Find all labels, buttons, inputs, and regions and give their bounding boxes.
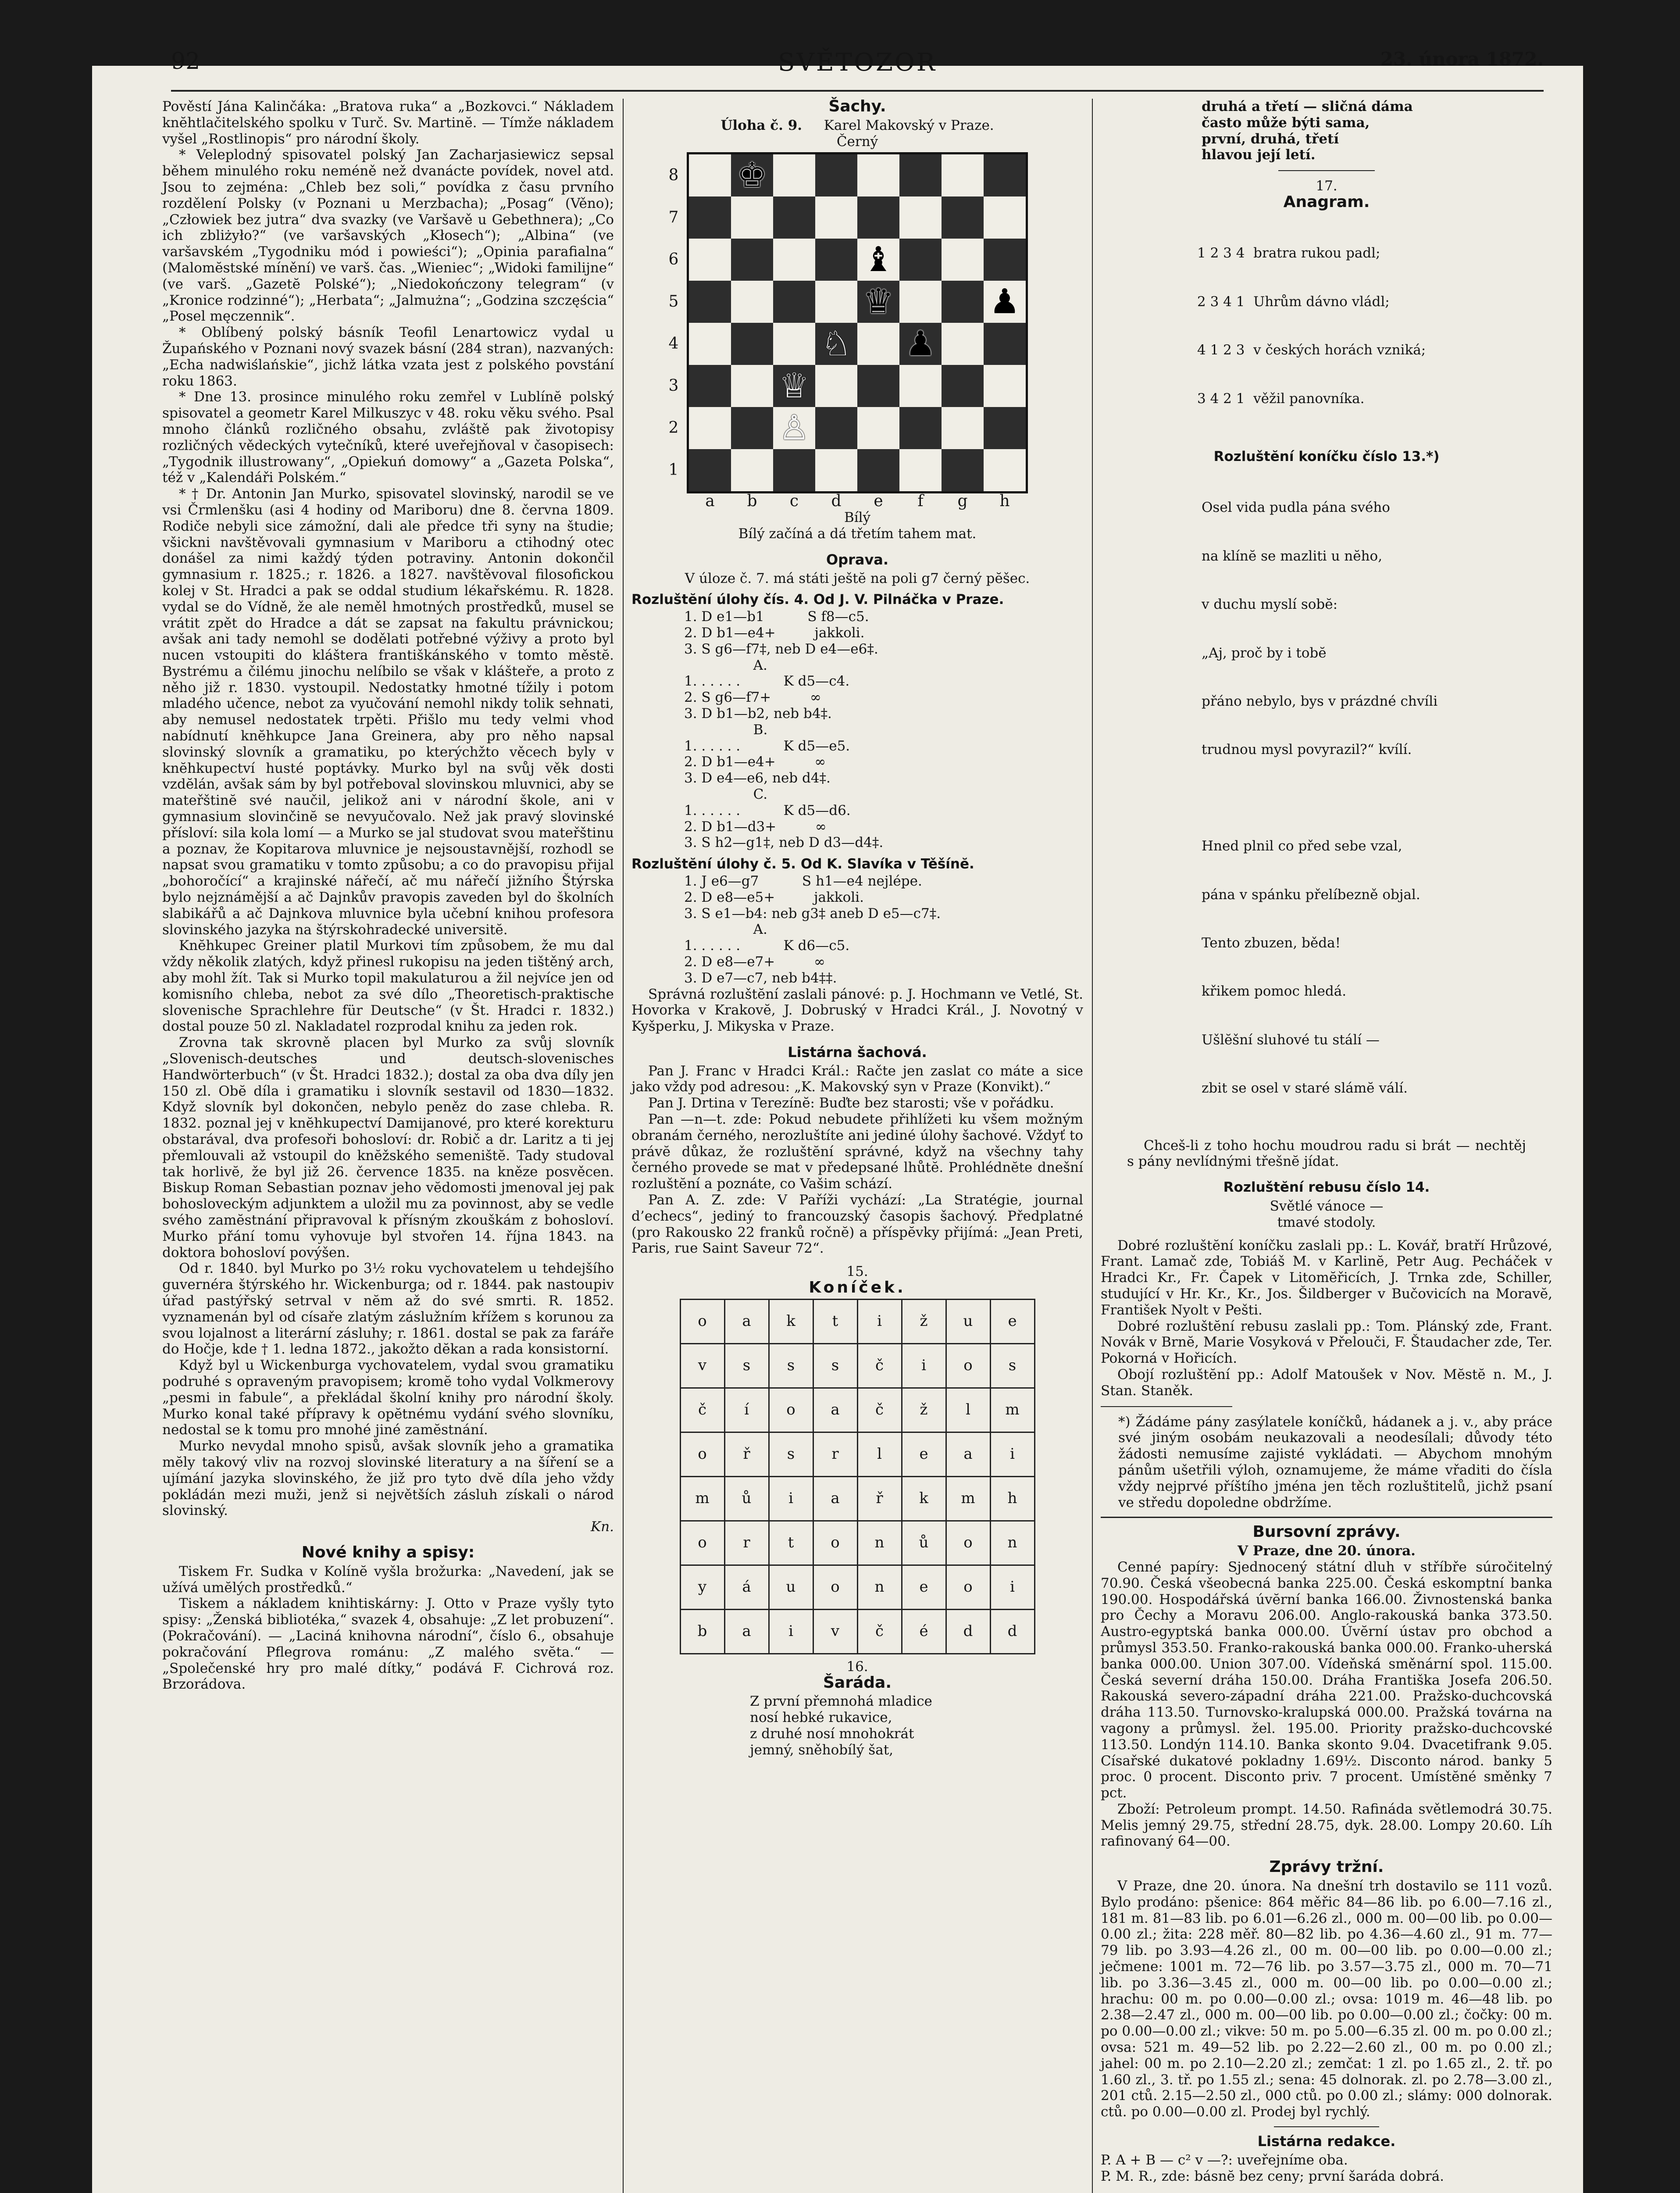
move-line: 1. . . . . . K d5—d6. [684, 802, 851, 818]
rank-label: 7 [668, 208, 679, 227]
board-square [773, 281, 815, 323]
grid-cell: o [946, 1565, 990, 1609]
grid-cell: č [857, 1343, 902, 1388]
board-square [857, 365, 899, 407]
grid-cell: m [680, 1476, 724, 1521]
paragraph: Pan A. Z. zde: V Paříži vychází: „La Stratégie, journal d’echecs“, jediný to francouzský časopis šachový. Předplatné (pro Rakousko 22 franků ročnĕ) a příspĕvky přijímá: „Jean Preti, Paris, rue Saint Saveur 72“. [631, 1192, 1083, 1257]
grid-cell: s [990, 1343, 1034, 1388]
section-heading-chess: Šachy. [828, 97, 886, 115]
grid-cell: i [769, 1476, 813, 1521]
side-white-label: Bílý [844, 510, 871, 526]
move-line: 2. D e8—e5+ jakkoli. [684, 889, 864, 905]
black-piece-icon: ♛ [863, 282, 894, 322]
white-piece-icon: ♙ [779, 408, 810, 448]
grid-cell: h [990, 1476, 1034, 1521]
paragraph: Když byl u Wickenburga vychovatelem, vydal svou gramatiku podruhé s opraveným pravopisem; kromĕ toho vydal Volkmerovy „pesmi in fabule“, a překládal školní knihy pro národní školy. Murko konal také přípravy k opĕtnému vydání svého slovníku, nedostal se k tomu pro mnohé jiné zamĕstnání. [162, 1357, 614, 1438]
verse-line: první, druhá, třetí [1202, 131, 1339, 147]
anagram-line: 1 2 3 4 bratra rukou padl; [1197, 245, 1380, 261]
file-label: d [831, 492, 842, 511]
separator [1101, 1517, 1552, 1518]
file-label: g [957, 492, 968, 511]
section-heading-knight: Koníček. [809, 1279, 906, 1297]
file-label: e [874, 492, 883, 511]
board-square [815, 154, 857, 196]
board-square [942, 407, 984, 449]
paragraph: * Oblíbený polský básník Teofil Lenartowicz vydal u Župańského v Poznani nový svazek básní (284 stran), nazvaných: „Echa nadwiślańskie“, jichž látka vzata jest z polského povstání roku 1863. [162, 325, 614, 389]
grid-cell: a [813, 1476, 857, 1521]
page-number: 92 [171, 48, 200, 75]
verse-line [1202, 790, 1552, 806]
grid-cell: m [946, 1476, 990, 1521]
grid-cell: a [813, 1388, 857, 1432]
board-square [857, 281, 899, 323]
board-square [942, 323, 984, 365]
board-square [942, 281, 984, 323]
puzzle-number: 15. [846, 1264, 868, 1280]
grid-cell: y [680, 1565, 724, 1609]
paragraph: Pan J. Drtina v Terezínĕ: Buďte bez starosti; vše v pořádku. [648, 1095, 1054, 1111]
move-line: 3. S e1—b4: neb g3‡ aneb D e5—c7‡. [684, 905, 941, 921]
section-heading-bourse: Bursovní zprávy. [1252, 1523, 1401, 1541]
section-heading-correction: Oprava. [826, 551, 889, 568]
column-literary-news [162, 99, 614, 1693]
grid-cell: v [680, 1343, 724, 1388]
board-square [815, 239, 857, 281]
grid-cell: ř [857, 1476, 902, 1521]
board-square [984, 281, 1026, 323]
board-square [899, 323, 942, 365]
grid-cell: ž [902, 1388, 946, 1432]
grid-cell: e [902, 1432, 946, 1476]
board-square [815, 365, 857, 407]
grid-cell: i [902, 1343, 946, 1388]
verse-line: Tento zbuzen, běda! [1202, 935, 1341, 951]
grid-cell: n [990, 1521, 1034, 1565]
file-labels [687, 493, 1028, 510]
board-square [942, 449, 984, 491]
bourse-location: V Praze, dne 20. února. [1238, 1543, 1416, 1559]
move-line: 2. D b1—e4+ jakkoli. [684, 625, 865, 641]
board-square [899, 196, 942, 239]
board-square [689, 449, 731, 491]
move-line: 3. D b1—b2, neb b4‡. [684, 705, 832, 721]
move-line: A. [684, 657, 767, 673]
verse-line: často může býti sama, [1202, 114, 1370, 131]
grid-cell: u [946, 1299, 990, 1343]
section-heading-market: Zprávy tržní. [1269, 1858, 1384, 1876]
verse-line: na klínĕ se mazliti u nĕho, [1202, 548, 1383, 564]
paragraph: Dobré rozluštĕní rebusu zaslali pp.: Tom. Plánský zde, Frant. Novák v Brnĕ, Marie Vosyková v Přelouči, F. Štaudacher zde, Ter. Pokorná v Hořicích. [1101, 1318, 1552, 1367]
board-square [857, 407, 899, 449]
board-square [815, 281, 857, 323]
solution-moves [631, 873, 1083, 986]
anagram-line: 3 4 2 1 věžil panovníka. [1197, 390, 1365, 407]
grid-cell: s [769, 1343, 813, 1388]
grid-row [680, 1521, 1034, 1565]
black-piece-icon: ♝ [863, 240, 894, 280]
solution13-verse [1101, 468, 1552, 1129]
section-heading-charade: Šaráda. [823, 1673, 892, 1692]
grid-cell: ů [724, 1476, 769, 1521]
move-line: 1. . . . . . K d5—e5. [684, 738, 850, 754]
board-square [689, 407, 731, 449]
grid-row [680, 1565, 1034, 1609]
page-header [171, 48, 1544, 92]
rank-label: 6 [668, 250, 679, 269]
grid-cell: ř [724, 1432, 769, 1476]
chess-task-line [631, 118, 1083, 134]
paragraph: Pan —n—t. zde: Pokud nebudete přihlížeti ku všem možným obranám černého, nerozluštíte ani jediné úlohy šachové. Vždyť to právĕ důkaz, že rozluštĕní správné, když na všechny tahy černého provede se mat v předepsané lhůtĕ. Prohlédnĕte dnešní rozluštĕní a poznáte, co Vašim schází. [631, 1111, 1083, 1192]
grid-cell: e [990, 1299, 1034, 1343]
correction-text: V úloze č. 7. má státi ještĕ na poli g7 černý pĕšec. [685, 570, 1030, 586]
chess-task-label: Úloha č. 9. [721, 117, 803, 133]
board-square [731, 407, 773, 449]
chess-task-author: Karel Makovský v Praze. [824, 117, 994, 133]
move-line: 2. S g6—f7+ ∞ [684, 689, 821, 706]
paragraph: Zrovna tak skrovně placen byl Murko za svůj slovník „Slovenisch-deutsches und deutsch-slovenisches Handwörterbuch“ (v Št. Hradci 1832.); dostal za oba dva díly jen 150 zl. Obĕ díla i gramatiku i slovník sestavil od 1830—1832. Když slovník byl dokončen, nebylo peněz do zase chleba. R. 1832. poznal jej v knĕhkupectví Damijanové, pro které korekturu obstarával, dva profesoři bohosloví: dr. Robič a dr. Laritz a ti jej přemlouvali až vstoupil do knĕžského semeništĕ. Tady studoval tak horlivĕ, že byl již 26. července 1835. na kněze posvěcen. Biskup Roman Sebastian poznav jeho vĕdomosti jmenoval jej pak bohosloveckým adjunktem a uložil mu za povinnost, aby se vedle svého zamĕstnání připravoval k přísným zkouškám z bohosloví. Murko přání tomu vyhovuje byl stvořen 14. října 1843. na doktora bohosloví povýšen. [162, 1035, 614, 1261]
move-line: 2. D e8—e7+ ∞ [684, 954, 825, 970]
board-square [857, 239, 899, 281]
anagram-line: 4 1 2 3 v českých horách vzniká; [1197, 342, 1426, 358]
solution-heading: Rozluštĕní úlohy č. 5. Od K. Slavíka v Těšínĕ. [631, 856, 974, 872]
paragraph: P. A + B — c² v —?: uveřejníme oba. [1101, 2152, 1348, 2168]
grid-cell: t [769, 1521, 813, 1565]
section-heading-anagram: Anagram. [1283, 193, 1370, 211]
grid-cell: k [902, 1476, 946, 1521]
verse-line: přáno nebylo, bys v prázdné chvíli [1202, 693, 1438, 709]
grid-cell: o [946, 1521, 990, 1565]
paragraph: Tiskem Fr. Sudka v Kolínĕ vyšla brožurka: „Navedení, jak se užívá umĕlých prostředků.“ [162, 1563, 614, 1596]
paragraph: Správná rozluštĕní zaslali pánové: p. J. Hochmann ve Vetlé, St. Hovorka v Krakovĕ, J. Dobruský v Hradci Král., J. Novotný v Kyšperku, J. Mikyska v Praze. [631, 986, 1083, 1035]
rank-label: 1 [668, 461, 679, 479]
solution-moves [631, 609, 1083, 851]
board-square [731, 449, 773, 491]
separator [1278, 170, 1375, 171]
board-square [815, 196, 857, 239]
move-line: 3. S g6—f7‡, neb D e4—e6‡. [684, 641, 878, 657]
grid-cell: l [946, 1388, 990, 1432]
board-square [899, 281, 942, 323]
section-heading-solution14: Rozluštĕní rebusu číslo 14. [1223, 1179, 1430, 1196]
grid-cell: d [990, 1609, 1034, 1654]
paragraph: Pan J. Franc v Hradci Král.: Račte jen zaslat co máte a sice jako vždy pod adresou: „K. Makovský syn v Praze (Konvikt).“ [631, 1063, 1083, 1095]
charade-verse-continued [1101, 99, 1552, 163]
grid-cell: s [724, 1343, 769, 1388]
grid-cell: č [857, 1609, 902, 1654]
grid-cell: o [680, 1299, 724, 1343]
board-square [815, 449, 857, 491]
board-square [942, 154, 984, 196]
grid-row [680, 1432, 1034, 1476]
paragraph: * Veleplodný spisovatel polský Jan Zacharjasiewicz sepsal během minulého roku neméně než dvanácte povídek, novel atd. Jsou to zejména: „Chleb bez soli,“ povídka z času prvního rozdělení Polsky (v Poznani u Merzbacha); „Posag“ (Věno); „Człowiek bez jutra“ dva svazky (ve Varšavě u Gebethnera); „Co ich zbliżyło?“ (ve varšavských „Kłosech“); „Albina“ (ve varšavském „Tygodniku mód i powieści“); „Opinia parafialna“ (Malomĕstské mínění) ve varš. čas. „Wieniec“; „Widoki familijne“ (ve varš. „Gazetĕ Polské“); „Niedokończony telegram“ (v „Kronice rodzinné“); „Herbata“; „Jalmużna“; „Godzina szczęścia“ „Posel męczennik“. [162, 147, 614, 325]
move-line: 2. D b1—e4+ ∞ [684, 754, 826, 770]
move-line: 1. . . . . . K d6—c5. [684, 938, 850, 954]
board-square [731, 365, 773, 407]
anagram-line: 2 3 4 1 Uhrům dávno vládl; [1197, 293, 1390, 310]
board-square [731, 196, 773, 239]
grid-cell: á [724, 1565, 769, 1609]
separator [1101, 1406, 1232, 1407]
grid-cell: u [769, 1565, 813, 1609]
grid-cell: o [680, 1432, 724, 1476]
file-label: b [747, 492, 757, 511]
verse-line: Ušlĕšní sluhové tu stálí — [1202, 1032, 1380, 1048]
section-heading-editorial: Listárna redakce. [1257, 2133, 1396, 2150]
rank-label: 4 [668, 335, 679, 353]
section-heading-solution13: Rozluštĕní koníčku číslo 13.*) [1213, 448, 1440, 464]
paragraph: Dobré rozluštĕní koníčku zaslali pp.: L. Kovář, bratří Hrůzové, Frant. Lamač zde, Tobiáš M. v Karlinĕ, Petr Aug. Pecháček v Hradci Kr., Fr. Čapek v Litomĕřicích, J. Trnka zde, Schiller, studující v Hr. Kr., Kr., Jos. Šildberger v Bučovicích na Moravĕ, František Nyolt v Pešti. [1101, 1237, 1552, 1318]
signature: Kn. [591, 1519, 614, 1535]
move-line: 3. S h2—g1‡, neb D d3—d4‡. [684, 835, 884, 851]
verse-line: zbit se osel v staré slámĕ válí. [1202, 1080, 1408, 1096]
board-square [773, 449, 815, 491]
board-square [773, 365, 815, 407]
grid-cell: i [857, 1299, 902, 1343]
paragraph: Obojí rozluštĕní pp.: Adolf Matoušek v Nov. Mĕstĕ n. M., J. Stan. Staněk. [1101, 1366, 1552, 1399]
grid-cell: o [813, 1521, 857, 1565]
grid-cell: i [990, 1565, 1034, 1609]
rank-label: 3 [668, 377, 679, 395]
paragraph: Knĕhkupec Greiner platil Murkovi tím způsobem, že mu dal vždy několik zlatých, když přinesl rukopisu na jeden tištěný arch, aby mohl žít. Tak si Murko topil makulaturou a žil nejvíce jen od komisního chleba, nebot za své dílo „Theoretisch-praktische slovenische Sprachlehre für Deutsche“ (v Št. Hradci r. 1832.) dostal pouze 50 zl. Nakladatel rozprodal knihu za jeden rok. [162, 938, 614, 1035]
grid-row [680, 1343, 1034, 1388]
black-piece-icon: ♚ [737, 156, 767, 196]
board-square [731, 281, 773, 323]
grid-cell: o [680, 1521, 724, 1565]
white-piece-icon: ♘ [821, 324, 852, 364]
board-square [984, 323, 1026, 365]
verse-line: z druhé nosí mnohokrát [750, 1726, 914, 1742]
move-line: 3. D e4—e6, neb d4‡. [684, 770, 831, 786]
verse-line: křikem pomoc hledá. [1202, 983, 1347, 1000]
board-square [815, 407, 857, 449]
grid-cell: r [813, 1432, 857, 1476]
board-square [773, 154, 815, 196]
grid-cell: l [857, 1432, 902, 1476]
grid-cell: i [769, 1609, 813, 1654]
verse-line: trudnou mysl povyrazil?“ kvílí. [1202, 742, 1412, 758]
section-heading-books: Nové knihy a spisy: [301, 1543, 475, 1561]
grid-cell: k [769, 1299, 813, 1343]
rank-label: 5 [668, 293, 679, 311]
board-square [857, 449, 899, 491]
rank-label: 2 [668, 419, 679, 437]
verse-line: „Aj, proč by i tobĕ [1202, 645, 1327, 661]
move-line: 2. D b1—d3+ ∞ [684, 818, 827, 835]
grid-row [680, 1299, 1034, 1343]
grid-cell: č [857, 1388, 902, 1432]
verse-line: Z první přemnohá mladice [750, 1693, 932, 1710]
grid-cell: n [857, 1565, 902, 1609]
chess-caption: Bílý začíná a dá třetím tahem mat. [738, 525, 977, 542]
footnote: *) Žádáme pány zasýlatele koníčků, hádanek a j. v., aby práce své jiným osobám neukazovali a neodesílali; důvody této žádosti nemusíme zajisté vykládati. — Abychom mnohým pánům ušetřili výloh, oznamujeme, že máme vřaditi do čísla vždy nejprvé příštího jména jen těch rozluštitelů, jichž psaní ve středu dopoledne obdržíme. [1118, 1414, 1552, 1511]
verse-line: Hned plnil co před sebe vzal, [1202, 838, 1402, 854]
board-square [899, 154, 942, 196]
board-square [899, 407, 942, 449]
paragraph: Zboží: Petroleum prompt. 14.50. Rafináda světlemodrá 30.75. Melis jemný 29.75, střední 28.75, dyk. 28.00. Lompy 20.60. Líh rafinovaný 64—00. [1101, 1801, 1552, 1850]
paragraph: Murko nevydal mnoho spisů, avšak slovník jeho a gramatika mĕly takový vliv na rozvoj slovinské literatury a na šíření se a ujímání jazyka slovinského, že již pro tyto dvĕ díla jeho vždy pokládán mezi muži, jenž si největších zásluh získali o národ slovinský. [162, 1438, 614, 1519]
verse-line: hlavou její letí. [1202, 147, 1316, 163]
side-black-label: Černý [836, 133, 878, 150]
board-square [857, 323, 899, 365]
column-rule-1 [623, 99, 624, 2193]
file-label: h [999, 492, 1010, 511]
grid-cell: r [724, 1521, 769, 1565]
grid-cell: o [769, 1388, 813, 1432]
grid-cell: é [902, 1609, 946, 1654]
grid-cell: ů [902, 1521, 946, 1565]
paragraph: Pověstí Jána Kalinčáka: „Bratova ruka“ a „Bozkovci.“ Nákladem knĕhtlačitelského spolku v Turč. Sv. Martinĕ. — Tímže nákladem vyšel „Rostlinopis“ pro národní školy. [162, 99, 614, 147]
move-line: 1. D e1—b1 S f8—c5. [684, 609, 869, 625]
board-square [984, 407, 1026, 449]
rebus-solution-line: tmavé stodoly. [1277, 1214, 1376, 1230]
file-label: a [705, 492, 715, 511]
chess-board [687, 152, 1028, 493]
grid-cell: í [724, 1388, 769, 1432]
white-piece-icon: ♕ [779, 366, 810, 406]
grid-cell: o [946, 1343, 990, 1388]
grid-cell: b [680, 1609, 724, 1654]
board-square [773, 196, 815, 239]
column-chess [631, 99, 1083, 1758]
paragraph: P. M. R., zde: básnĕ bez ceny; první šaráda dobrá. [1101, 2168, 1445, 2184]
board-square [899, 365, 942, 407]
board-square [984, 365, 1026, 407]
paragraph: Cenné papíry: Sjednocený státní dluh v stříbře súročitelný 70.90. Česká všeobecná banka 225.00. Česká eskomptní banka 190.00. Hospodářská úvĕrní banka 166.00. Živnostenská banka pro Čechy a Moravu 206.00. Anglo-rakouská banka 373.50. Austro-egyptská banka 000.00. Úvĕrní ústav pro obchod a průmysl 353.50. Franko-rakouská banka 000.00. Franko-uherská banka 000.00. Union 307.00. Vídeňská směnární spol. 115.00. Česká severní dráha 150.00. Dráha Františka Josefa 206.50. Rakouská severo-západní dráha 221.00. Pražsko-duchcovská dráha 113.50. Turnovsko-kralupská 000.00. Pražská továrna na vagony a průmysl. žel. 195.00. Priority pražsko-duchcovské 113.50. Londýn 114.10. Banka skonto 9.04. Dvacetifrank 9.05. Císařské dukatové pokladny 1.69½. Disconto národ. banky 5 proc. 0 procent. Disconto priv. 7 procent. Umístĕné směnky 7 pct. [1101, 1559, 1552, 1801]
move-line: 3. D e7—c7, neb b4‡‡. [684, 970, 837, 986]
solution-heading: Rozluštĕní úlohy čís. 4. Od J. V. Pilnáčka v Praze. [631, 592, 1004, 608]
column-rule-2 [1092, 99, 1093, 2193]
board-square [773, 407, 815, 449]
board-square [689, 239, 731, 281]
board-square [857, 154, 899, 196]
verse-line: jemný, sněhobílý šat, [750, 1742, 894, 1758]
grid-cell: ž [902, 1299, 946, 1343]
anagram-lines [1101, 213, 1552, 439]
grid-cell: a [724, 1609, 769, 1654]
board-square [773, 323, 815, 365]
paragraph: * † Dr. Antonin Jan Murko, spisovatel slovinský, narodil se ve vsi Črmlenšku (asi 4 hodiny od Mariboru) dne 8. června 1809. Rodiče nebyli sice zámožní, dali ale předce tři syny na študie; všickni navštěvovali gymnasium v Mariboru a ctihodný otec donášel za nimi každý týden potraviny. Antonin dokončil gymnasium r. 1825.; r. 1826. a 1827. navštěvoval filosofickou kolej v St. Hradci a pak se oddal studium lékařskému. R. 1828. vydal se do Vídně, že ale neměl hmotných prostředků, musel se vrátit zpět do Hradce a dát se zapsat na fakultu právnickou; avšak ani tady nemohl se dodělati potřebné výživy a proto byl nucen vstoupiti do kláštera františkánského v tomto městĕ. Bystrému a čilému jinochu nelíbilo se však v klášteře, a proto z něho již r. 1830. vystoupil. Nedostatky hmotné tížily i potom mladého učence, nebot za vyučování nemohl nikdy tolik sehnati, aby nemusel nedostatek trpěti. Přišlo mu tedy velmi vhod nabídnutí knĕhkupce Jana Greinera, aby pro něho napsal slovinský slovník a gramatiku, po kterýchžto věcech byly v knĕhkupectví husté poptávky. Murko byl na svůj věk dosti vzdĕlán, avšak sám by byl potřeboval slovinskou mluvnici, aby se mateřštinĕ své naučil, jelikož ani v národní škole, ani v gymnasium slovinčinĕ se nevyučovalo. Než jak pravý slovinské přísloví: sila kola lomí — a Murko se jal studovat svou mateřštinu a poznav, že Kopitarova mluvnice je nejsoustavnější, rozhodl se napsat svou gramatiku v tomto způsobu; a co do pravopisu přijal „bohoročící“ a krajinské nářečí, ač mu nářečí jižního Štýrska bylo nejznámější a ač Dajnkův pravopis zaveden byl do školních slabikářů a ač Dajnkova mluvnice byla učební knihou profesora slovinského jazyka na štýrskohradecké universitĕ. [162, 486, 614, 938]
rank-labels [665, 154, 682, 491]
charade-verse [631, 1693, 1083, 1758]
grid-row [680, 1476, 1034, 1521]
rank-label: 8 [668, 166, 679, 185]
paragraph: * Dne 13. prosince minulého roku zemřel v Lublínĕ polský spisovatel a geometr Karel Milkuszyc v 48. roku věku svého. Psal mnoho článků rozličného obsahu, zvláště pak životopisy rozličných vědeckých vytečníků, které uveřejňoval v časopisech: „Tygodnik illustrowany“, „Opiekuń domowy“ a „Gazeta Polska“, též v „Kalendáři Polském.“ [162, 389, 614, 486]
board-square [899, 449, 942, 491]
board-square [689, 281, 731, 323]
board-square [689, 323, 731, 365]
verse-line: nosí hebké rukavice, [750, 1710, 892, 1726]
grid-cell: m [990, 1388, 1034, 1432]
file-label: c [789, 492, 799, 511]
board-square [942, 239, 984, 281]
column-puzzles-market [1101, 99, 1552, 2193]
move-line: 1. . . . . . K d5—c4. [684, 673, 850, 689]
header-rule [171, 90, 1544, 92]
black-piece-icon: ♟ [905, 324, 936, 364]
grid-cell: e [902, 1565, 946, 1609]
board-square [942, 365, 984, 407]
move-line: A. [684, 921, 767, 938]
grid-cell: o [813, 1565, 857, 1609]
puzzle-number: 16. [846, 1658, 868, 1675]
board-square [689, 196, 731, 239]
puzzle-number: 17. [1316, 178, 1338, 194]
board-square [857, 196, 899, 239]
grid-cell: i [990, 1432, 1034, 1476]
grid-cell: n [857, 1521, 902, 1565]
masthead-title: SVĚTOZOR [778, 48, 937, 77]
move-line: B. [684, 721, 768, 738]
verse-line: pána v spánku přelíbezně objal. [1202, 886, 1420, 903]
grid-cell: a [946, 1432, 990, 1476]
separator [1274, 2126, 1379, 2127]
grid-cell: t [813, 1299, 857, 1343]
grid-cell: a [724, 1299, 769, 1343]
board-square [984, 196, 1026, 239]
board-square [899, 239, 942, 281]
issue-date: 23. února 1872. [1380, 48, 1544, 70]
board-square [731, 323, 773, 365]
move-line: C. [684, 786, 768, 802]
board-square [984, 239, 1026, 281]
board-square [731, 154, 773, 196]
board-square [689, 365, 731, 407]
board-square [984, 449, 1026, 491]
board-square [815, 323, 857, 365]
grid-cell: v [813, 1609, 857, 1654]
verse-line: v duchu myslí sobĕ: [1202, 596, 1338, 613]
grid-cell: s [769, 1432, 813, 1476]
rebus-solution-line: Světlé vánoce — [1270, 1198, 1384, 1214]
paragraph: Tiskem a nákladem knihtiskárny: J. Otto v Praze vyšly tyto spisy: „Ženská bibliotéka,“ svazek 4, obsahuje: „Z let probuzení“. (Pokračování). — „Laciná knihovna národní“, číslo 6., obsahuje pokračování Pflegrova románu: „Z malého svĕta.“ — „Společenské hry pro malé dítky,“ podává F. Cichrová roz. Brzorádova. [162, 1596, 614, 1693]
grid-cell: s [813, 1343, 857, 1388]
knight-tour-grid [680, 1299, 1035, 1654]
section-heading-chess-letters: Listárna šachová. [788, 1043, 927, 1061]
grid-row [680, 1609, 1034, 1654]
grid-cell: d [946, 1609, 990, 1654]
grid-cell: č [680, 1388, 724, 1432]
paragraph: Od r. 1840. byl Murko po 3½ roku vychovatelem u tehdejšího guvernéra štýrského hr. Wickenburga; od r. 1844. pak nastoupiv úřad pastýřský setrval v nĕm až do své smrti. R. 1852. vyznamenán byl od císaře zlatým záslužním křížem s korunou za svou lojalnost a literární zásluhy; r. 1861. dostal se pak za faráře do Hočje, kde † 1. ledna 1872., jakožto dĕkan a rada konsistorní. [162, 1261, 614, 1357]
verse-line: Osel vida pudla pána svého [1202, 500, 1390, 516]
verse-line: druhá a třetí — sličná dáma [1202, 99, 1413, 114]
grid-row [680, 1388, 1034, 1432]
board-square [984, 154, 1026, 196]
move-line: 1. J e6—g7 S h1—e4 nejlépe. [684, 873, 922, 889]
paragraph: V Praze, dne 20. února. Na dnešní trh dostavilo se 111 vozů. Bylo prodáno: pšenice: 864 měřic 84—86 lib. po 6.00—7.16 zl., 181 m. 81—83 lib. po 6.01—6.26 zl., 000 m. 00—00 lib. po 0.00—0.00 zl.; žita: 228 měř. 80—82 lib. po 4.36—4.60 zl., 91 m. 77—79 lib. po 3.93—4.26 zl., 00 m. 00—00 lib. po 0.00—0.00 zl.; ječmene: 1001 m. 72—76 lib. po 3.57—3.75 zl., 000 m. 70—71 lib. po 3.36—3.45 zl., 000 m. 00—00 lib. po 0.00—0.00 zl.; hrachu: 00 m. po 0.00—0.00 zl.; ovsa: 1019 m. 46—48 lib. po 2.38—2.47 zl., 000 m. 00—00 lib. po 0.00—0.00 zl.; čočky: 00 m. po 0.00—0.00 zl.; vikve: 50 m. po 5.00—6.35 zl. 00 m. po 0.00 zl.; ovsa: 521 m. 49—52 lib. po 2.22—2.60 zl., 00 m. po 0.00 zl.; jahel: 00 m. po 2.10—2.20 zl.; zemčat: 1 zl. po 1.65 zl., 2. tř. po 1.60 zl., 3. tř. po 1.55 zl.; sena: 45 dolnorak. zl. po 2.78—3.00 zl., 201 ctů. 2.15—2.50 zl., 000 ctů. po 0.00 zl.; slámy: 000 dolnorak. ctů. po 0.00—0.00 zl. Prodej byl rychlý. [1101, 1878, 1552, 2120]
chess-diagram [668, 152, 1028, 511]
black-piece-icon: ♟ [989, 282, 1020, 322]
file-label: f [917, 492, 924, 511]
board-square [773, 239, 815, 281]
board-square [942, 196, 984, 239]
moral-text: Chceš-li z toho hochu moudrou radu si brát — nechtěj s pány nevlídnými třešnĕ jídat. [1127, 1137, 1526, 1170]
board-square [731, 239, 773, 281]
board-square [689, 154, 731, 196]
